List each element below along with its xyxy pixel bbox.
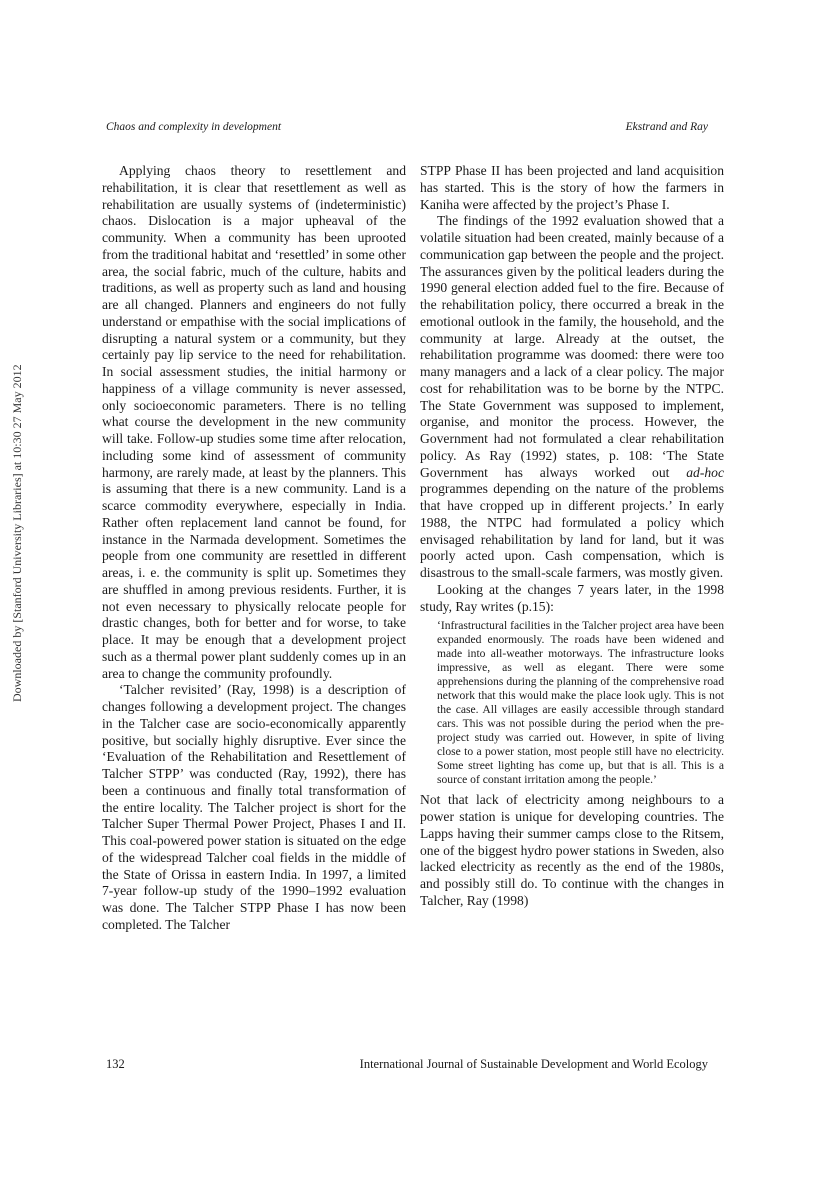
download-notice: Downloaded by [Stanford University Libraries] at 10:30 27 May 2012	[10, 364, 24, 702]
paragraph-continued: STPP Phase II has been projected and land acquisition has started. This is the story of how the farmers in Kaniha were affected by the project’s Phase I.	[420, 163, 724, 212]
paragraph-chaos-theory: Applying chaos theory to resettlement and rehabilitation, it is clear that resettlement as well as rehabilitation are usually systems of (indeterministic) chaos. Dislocation is a major upheaval of the community. When a community has been uprooted from the traditional habitat and ‘resettled’ in some other area, the social fabric, much of the culture, habits and traditions, as well as property such as land and housing are all changed. Planners and engineers do not fully understand or empathise with the social implications of disrupting a natural system or a community, but they certainly pay lip service to the need for rehabilitation. In social assessment studies, the initial harmony or happiness of a village community is never assessed, only socioeconomic parameters. There is no telling what course the development in the new community will take. Follow-up studies some time after relocation, including some kind of assessment of community harmony, are rarely made, at least by the planners. This is assuming that there is a new community. Land is a scarce commodity everywhere, especially in India. Rather often replacement land cannot be found, for instance in the Narmada development. Sometimes the people from one community are resettled in different areas, i. e. the community is split up. Sometimes they are shuffled in among previous residents. Further, it is not even necessary to physically relocate people for drastic changes, both for better and for worse, to take place. It may be enough that a development project such as a thermal power plant suddenly comes up in an area to change the community profoundly.	[102, 163, 406, 681]
download-notice-sidebar	[0, 0, 24, 1199]
page-number: 132	[106, 1057, 125, 1071]
paragraph-1992-findings-end: programmes depending on the nature of the problems that have cropped up in different projects.’ In early 1988, the NTPC had formulated a policy which envisaged rehabilitation by land for land, but it was poorly acted upon. Cash compensation, which is disastrous to the small-scale farmers, was mostly given.	[420, 481, 724, 580]
running-header-title: Chaos and complexity in development	[106, 121, 282, 133]
block-quote-ray-1998: ‘Infrastructural facilities in the Talcher project area have been expanded enormously. The roads have been widened and made into all-weather motorways. The infrastructure looks impressive, as well as elegant. There were some apprehensions during the planning of the comprehensive road network that this would make the place look ugly. This is not the case. All villages are easily accessible through standard cars. This was not possible during the period when the pre-project study was carried out. However, in spite of living close to a power station, most people still have no electricity. Some street lighting has come up, but that is all. This is a source of constant irritation among the people.’	[437, 619, 724, 787]
paragraph-1992-findings	[420, 213, 724, 582]
italic-ad-hoc: ad-hoc	[686, 464, 724, 480]
paragraph-1992-findings-start: The findings of the 1992 evaluation showed that a volatile situation had been created, mainly because of a communication gap between the people and the project. The assurances given by the political leaders during the 1990 general election added fuel to the fire. Because of the rehabilitation policy, there occurred a break in the emotional outlook in the family, the household, and the community at large. Already at the outset, the rehabilitation programme was doomed: there were too many managers and a lack of a clear policy. The major cost for rehabilitation was to be borne by the NTPC. The State Government was supposed to implement, organise, and monitor the process. However, the Government had not formulated a clear rehabilitation policy. As Ray (1992) states, p. 108: ‘The State Government has always worked out	[420, 213, 724, 480]
paragraph-talcher-revisited: ‘Talcher revisited’ (Ray, 1998) is a description of changes following a development project. The changes in the Talcher case are socio-economically apparently positive, but socially highly disruptive. Ever since the ‘Evaluation of the Rehabilitation and Resettlement of Talcher STPP’ was conducted (Ray, 1992), there has been a continuous and finally total transformation of the entire locality. The Talcher project is short for the Talcher Super Thermal Power Project, Phases I and II. This coal-powered power station is situated on the edge of the widespread Talcher coal fields in the middle of the State of Orissa in eastern India. In 1997, a limited 7-year follow-up study of the 1990–1992 evaluation was done. The Talcher STPP Phase I has now been completed. The Talcher	[102, 682, 406, 932]
left-column	[102, 163, 406, 934]
paragraph-electricity: Not that lack of electricity among neighbours to a power station is unique for developing countries. The Lapps having their summer camps close to the Ritsem, one of the biggest hydro power stations in Sweden, also lacked electricity as recently as the end of the 1980s, and possibly still do. To continue with the changes in Talcher, Ray (1998)	[420, 792, 724, 908]
journal-title: International Journal of Sustainable Development and World Ecology	[359, 1057, 708, 1071]
right-column	[420, 163, 724, 910]
running-header-authors: Ekstrand and Ray	[625, 121, 708, 133]
paragraph-looking-changes: Looking at the changes 7 years later, in the 1998 study, Ray writes (p.15):	[420, 581, 724, 614]
